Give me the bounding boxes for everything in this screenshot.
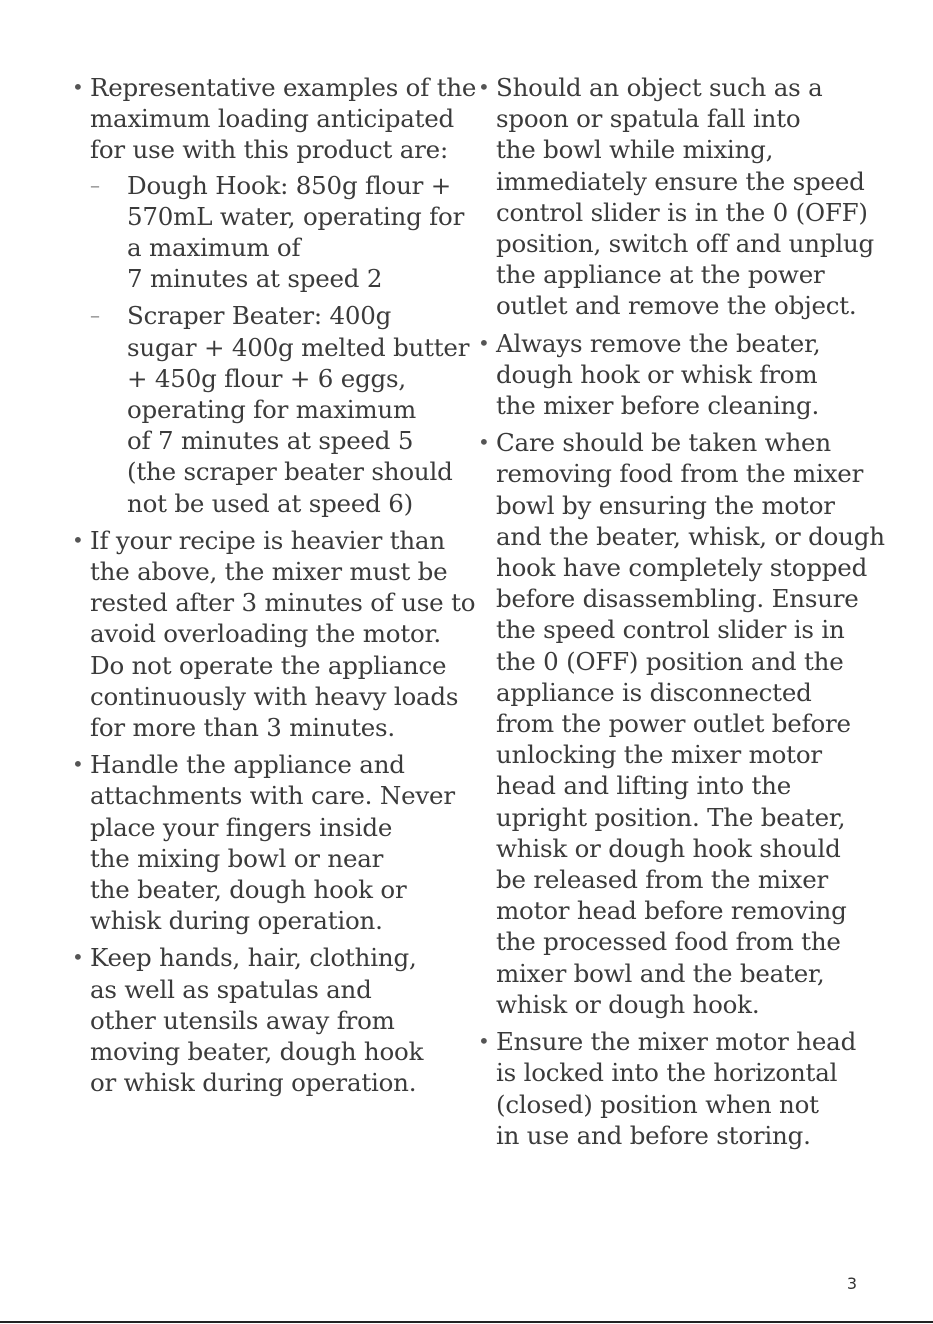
bullet-item bbox=[72, 525, 476, 743]
bullet-text-line: be released from the mixer bbox=[496, 865, 829, 895]
bullet-text-line: Ensure the mixer motor head bbox=[496, 1027, 857, 1057]
bullet-text-line: removing food from the mixer bbox=[496, 459, 864, 489]
bullet-text-line: from the power outlet before bbox=[496, 709, 851, 739]
left-column bbox=[72, 72, 477, 1105]
page-number: 3 bbox=[846, 1274, 857, 1293]
bullet-text-line: the speed control slider is in bbox=[496, 615, 845, 645]
bullet-text-line: in use and before storing. bbox=[496, 1120, 811, 1150]
sub-item-text-line: Scraper Beater: 400g bbox=[127, 301, 392, 331]
bullet-item bbox=[478, 427, 918, 1020]
bullet-text-line: immediately ensure the speed bbox=[496, 166, 865, 196]
bullet-text-line: upright position. The beater, bbox=[496, 802, 846, 832]
bottom-rule bbox=[0, 1321, 933, 1323]
bullet-text-line: whisk during operation. bbox=[90, 906, 383, 936]
bullet-text-line: the bowl while mixing, bbox=[496, 135, 774, 165]
bullet-text-line: dough hook or whisk from bbox=[496, 359, 818, 389]
sub-item-text-line: + 450g flour + 6 eggs, bbox=[127, 363, 407, 393]
bullet-text-line: If your recipe is heavier than bbox=[90, 525, 445, 555]
bullet-text-line: Keep hands, hair, clothing, bbox=[90, 943, 417, 973]
bullet-text-line: mixer bowl and the beater, bbox=[496, 958, 825, 988]
sub-item-text-line: not be used at speed 6) bbox=[127, 488, 413, 518]
bullet-text-line: Should an object such as a bbox=[496, 73, 823, 102]
bullet-text-line: rested after 3 minutes of use to bbox=[90, 588, 476, 618]
bullet-text-line: the processed food from the bbox=[496, 927, 841, 957]
bullet-text-line: (closed) position when not bbox=[496, 1089, 819, 1119]
bullet-icon: • bbox=[478, 75, 490, 99]
bullet-text-line: as well as spatulas and bbox=[90, 974, 372, 1004]
sub-list-item bbox=[90, 300, 470, 518]
bullet-text-line: Representative examples of the bbox=[90, 73, 477, 102]
right-column bbox=[478, 72, 918, 1157]
sub-item-text-line: 570mL water, operating for bbox=[127, 201, 465, 231]
bullet-icon: • bbox=[72, 752, 84, 777]
bullet-text-line: hook have completely stopped bbox=[496, 553, 868, 583]
bullet-item bbox=[72, 749, 462, 936]
bullet-text-line: place your fingers inside bbox=[90, 812, 393, 842]
sub-list-item bbox=[90, 170, 465, 295]
sub-item-text-line: a maximum of bbox=[127, 233, 301, 263]
sub-item-text-line: operating for maximum bbox=[127, 395, 417, 425]
bullet-text-line: moving beater, dough hook bbox=[90, 1037, 424, 1067]
bullet-text-line: whisk or dough hook should bbox=[496, 833, 841, 863]
bullet-icon: • bbox=[72, 945, 84, 970]
bullet-text-line: Always remove the beater, bbox=[496, 328, 821, 358]
bullet-text-line: the above, the mixer must be bbox=[90, 557, 448, 587]
bullet-text-line: the appliance at the power bbox=[496, 260, 825, 290]
bullet-text-line: the mixing bowl or near bbox=[90, 843, 384, 873]
bullet-icon: • bbox=[478, 1029, 490, 1054]
bullet-text-line: Do not operate the appliance bbox=[90, 650, 447, 680]
bullet-text-line: avoid overloading the motor. bbox=[90, 619, 441, 649]
bullet-text-line: for more than 3 minutes. bbox=[90, 713, 396, 743]
sub-item-text-line: of 7 minutes at speed 5 bbox=[127, 426, 414, 456]
bullet-text-line: appliance is disconnected bbox=[496, 677, 812, 707]
sub-item-text-line: 7 minutes at speed 2 bbox=[127, 264, 383, 294]
bullet-item bbox=[72, 72, 477, 519]
bullet-text-line: position, switch off and unplug bbox=[496, 229, 875, 259]
bullet-text-line: unlocking the mixer motor bbox=[496, 740, 822, 770]
bullet-text-line: motor head before removing bbox=[496, 896, 847, 926]
bullet-item bbox=[72, 942, 462, 1098]
sub-item-text-line: (the scraper beater should bbox=[127, 457, 453, 487]
bullet-text-line: whisk or dough hook. bbox=[496, 989, 760, 1019]
bullet-item bbox=[478, 72, 918, 322]
bullet-icon: • bbox=[478, 430, 490, 455]
bullet-text-line: or whisk during operation. bbox=[90, 1068, 417, 1098]
dash-icon: – bbox=[90, 172, 100, 197]
bullet-item bbox=[478, 1026, 918, 1151]
bullet-text-line: head and lifting into the bbox=[496, 771, 792, 801]
bullet-text-line: maximum loading anticipated bbox=[90, 104, 455, 134]
dash-icon: – bbox=[90, 303, 100, 328]
bullet-text-line: Care should be taken when bbox=[496, 428, 831, 458]
bullet-icon: • bbox=[478, 330, 490, 355]
bullet-text-line: the beater, dough hook or bbox=[90, 875, 407, 905]
bullet-text-line: for use with this product are: bbox=[90, 135, 449, 165]
bullet-icon: • bbox=[72, 527, 84, 552]
bullet-item bbox=[478, 328, 918, 422]
bullet-text-line: is locked into the horizontal bbox=[496, 1058, 838, 1088]
bullet-text-line: attachments with care. Never bbox=[90, 781, 455, 811]
bullet-text-line: spoon or spatula fall into bbox=[496, 104, 801, 134]
bullet-text-line: outlet and remove the object. bbox=[496, 291, 857, 321]
bullet-text-line: continuously with heavy loads bbox=[90, 681, 459, 711]
bullet-text-line: the mixer before cleaning. bbox=[496, 391, 820, 421]
bullet-text-line: control slider is in the 0 (OFF) bbox=[496, 197, 868, 227]
bullet-text-line: and the beater, whisk, or dough bbox=[496, 521, 885, 551]
bullet-text-line: the 0 (OFF) position and the bbox=[496, 646, 844, 676]
bullet-text-line: Handle the appliance and bbox=[90, 750, 405, 780]
bullet-icon: • bbox=[72, 75, 84, 99]
sub-item-text-line: sugar + 400g melted butter bbox=[127, 332, 470, 362]
bullet-text-line: before disassembling. Ensure bbox=[496, 584, 859, 614]
sub-item-text-line: Dough Hook: 850g flour + bbox=[127, 170, 452, 200]
bullet-text-line: bowl by ensuring the motor bbox=[496, 490, 835, 520]
sub-list bbox=[90, 170, 470, 519]
bullet-text-line: other utensils away from bbox=[90, 1005, 395, 1035]
